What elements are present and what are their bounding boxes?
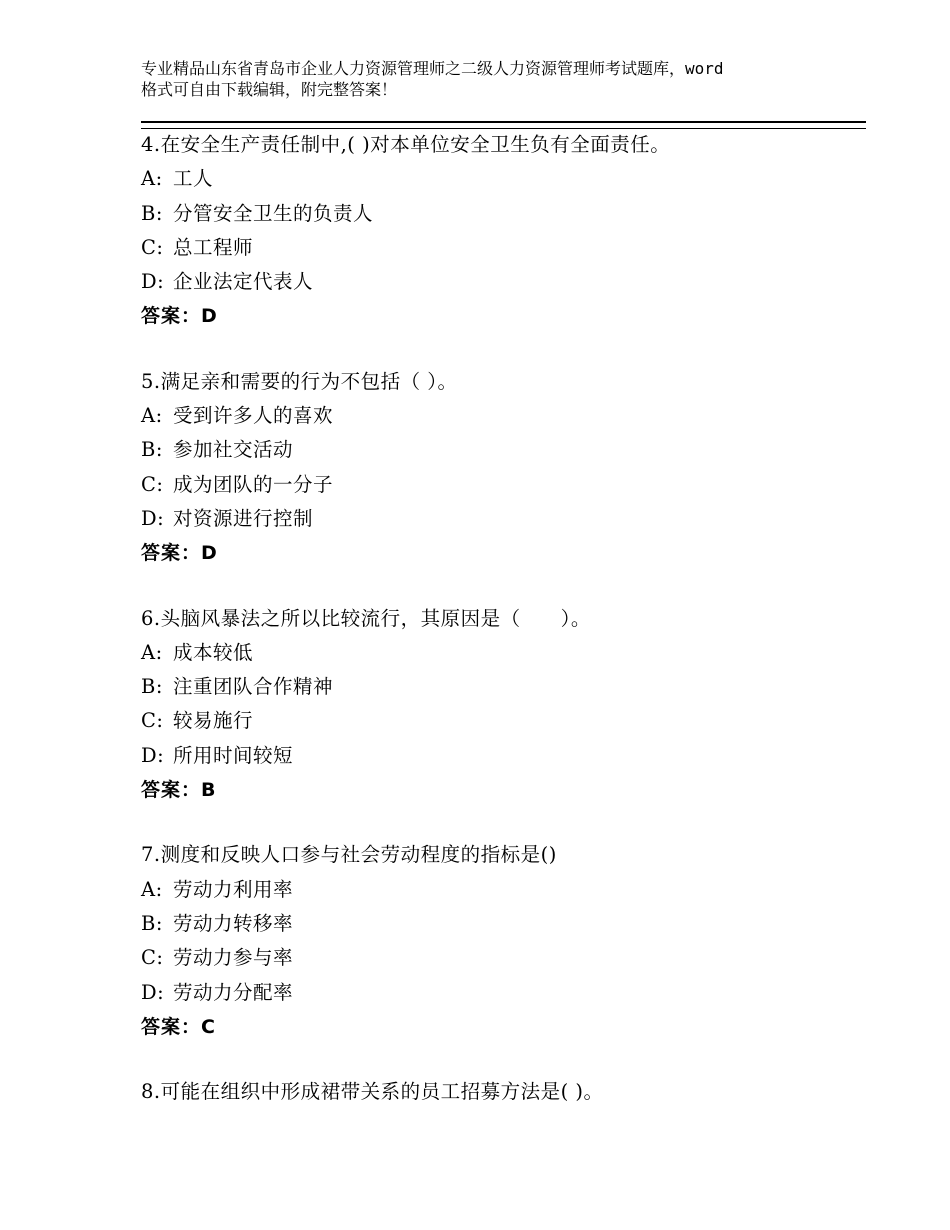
question-list xyxy=(141,128,866,1140)
answer-line: 答案：B xyxy=(141,779,217,802)
question-8 xyxy=(141,1075,866,1109)
option-text: 劳动力转移率 xyxy=(173,911,294,935)
option-text: 参加社交活动 xyxy=(173,438,294,462)
option-text: 劳动力分配率 xyxy=(173,980,294,1004)
option-key: D: xyxy=(141,506,165,530)
option-b xyxy=(141,670,866,704)
option-key: A: xyxy=(141,167,163,191)
option-d xyxy=(141,976,866,1010)
option-d xyxy=(141,265,866,299)
option-key: D: xyxy=(141,743,165,767)
option-text: 劳动力利用率 xyxy=(173,877,294,901)
option-d xyxy=(141,502,866,536)
option-text: 总工程师 xyxy=(173,235,254,259)
option-key: A: xyxy=(141,404,163,428)
option-key: C: xyxy=(141,235,164,259)
option-a xyxy=(141,162,866,196)
option-text: 成为团队的一分子 xyxy=(173,472,334,496)
option-key: C: xyxy=(141,709,164,733)
option-key: C: xyxy=(141,946,164,970)
question-stem: 4.在安全生产责任制中,( )对本单位安全卫生负有全面责任。 xyxy=(141,133,671,156)
option-b xyxy=(141,907,866,941)
option-text: 企业法定代表人 xyxy=(173,270,314,294)
option-key: B: xyxy=(141,675,163,699)
option-key: B: xyxy=(141,438,163,462)
question-stem: 8.可能在组织中形成裙带关系的员工招募方法是( )。 xyxy=(141,1080,604,1104)
option-text: 受到许多人的喜欢 xyxy=(173,404,334,428)
option-key: D: xyxy=(141,270,165,294)
option-key: A: xyxy=(141,640,163,664)
option-key: B: xyxy=(141,911,163,935)
option-text: 注重团队合作精神 xyxy=(173,675,334,699)
answer-line: 答案：D xyxy=(141,542,218,565)
option-text: 较易施行 xyxy=(173,709,254,733)
option-d xyxy=(141,739,866,773)
header-line-1: 专业精品山东省青岛市企业人力资源管理师之二级人力资源管理师考试题库，word xyxy=(141,59,724,78)
question-4 xyxy=(141,128,866,334)
option-text: 劳动力参与率 xyxy=(173,946,294,970)
option-c xyxy=(141,231,866,265)
option-b xyxy=(141,197,866,231)
question-stem: 6.头脑风暴法之所以比较流行，其原因是（ ）。 xyxy=(141,606,591,630)
answer-line: 答案：D xyxy=(141,305,218,328)
option-b xyxy=(141,433,866,467)
question-5 xyxy=(141,365,866,571)
option-a xyxy=(141,399,866,433)
question-stem: 7.测度和反映人口参与社会劳动程度的指标是() xyxy=(141,843,557,867)
header-line-2: 格式可自由下载编辑，附完整答案！ xyxy=(141,80,398,99)
option-key: C: xyxy=(141,472,164,496)
option-key: B: xyxy=(141,201,163,225)
option-text: 工人 xyxy=(173,167,214,191)
question-stem: 5.满足亲和需要的行为不包括（ ）。 xyxy=(141,369,458,393)
option-c xyxy=(141,704,866,738)
option-c xyxy=(141,941,866,975)
question-7 xyxy=(141,838,866,1044)
question-6 xyxy=(141,602,866,808)
document-header xyxy=(141,58,841,100)
option-c xyxy=(141,468,866,502)
option-key: A: xyxy=(141,877,163,901)
option-key: D: xyxy=(141,980,165,1004)
answer-line: 答案：C xyxy=(141,1015,216,1038)
option-text: 成本较低 xyxy=(173,640,254,664)
option-a xyxy=(141,636,866,670)
option-text: 所用时间较短 xyxy=(173,743,294,767)
option-text: 对资源进行控制 xyxy=(173,506,314,530)
option-a xyxy=(141,873,866,907)
option-text: 分管安全卫生的负责人 xyxy=(173,201,374,225)
